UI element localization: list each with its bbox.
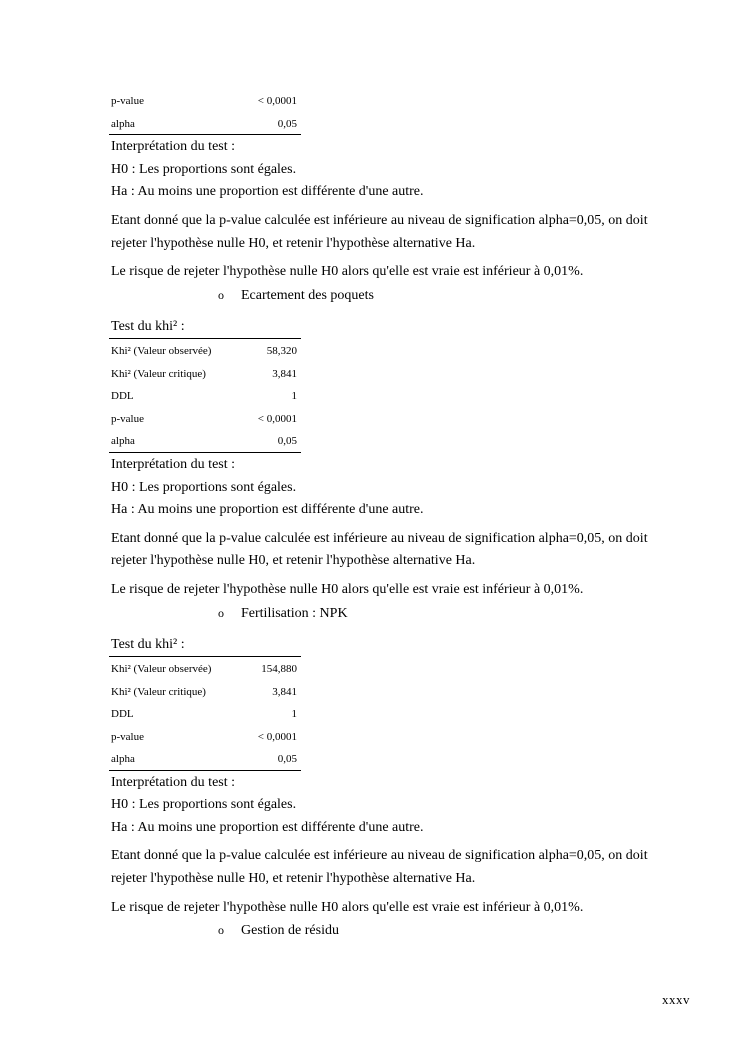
- conclusion-line-1: Etant donné que la p-value calculée est inférieure au niveau de signification alpha=0,05, on doit: [111, 213, 648, 228]
- table-row: [109, 703, 301, 725]
- conclusion-line-2: rejeter l'hypothèse nulle H0, et retenir l'hypothèse alternative Ha.: [111, 871, 476, 886]
- table-row: [109, 430, 301, 452]
- bullet-circle-icon: o: [218, 923, 224, 937]
- row-label: Khi² (Valeur observée): [111, 345, 212, 357]
- table-bottom-rule: [109, 770, 301, 771]
- row-label: alpha: [111, 753, 135, 765]
- row-label: DDL: [111, 390, 134, 402]
- table-bottom-rule: [109, 134, 301, 135]
- row-label: p-value: [111, 731, 144, 743]
- row-value: 58,320: [266, 345, 297, 357]
- table-row: [109, 340, 301, 362]
- test-title: Test du khi² :: [111, 637, 185, 652]
- row-label: DDL: [111, 708, 134, 720]
- section-heading-fertilisation: [218, 605, 348, 622]
- row-label: p-value: [111, 95, 144, 107]
- row-value: < 0,0001: [257, 413, 297, 425]
- section-heading-text: Gestion de résidu: [241, 923, 339, 938]
- table-bottom-rule: [109, 452, 301, 453]
- row-value: 1: [291, 390, 297, 402]
- table-row: [109, 90, 301, 112]
- interpretation-title: Interprétation du test :: [111, 457, 236, 472]
- bullet-circle-icon: o: [218, 288, 224, 302]
- section-heading-ecartement: [218, 287, 374, 304]
- row-value: < 0,0001: [257, 731, 297, 743]
- hypothesis-ha: Ha : Au moins une proportion est différente d'une autre.: [111, 820, 424, 835]
- hypothesis-h0: H0 : Les proportions sont égales.: [111, 797, 297, 812]
- hypothesis-ha: Ha : Au moins une proportion est différente d'une autre.: [111, 502, 424, 517]
- table-row: [109, 681, 301, 703]
- conclusion-line-2: rejeter l'hypothèse nulle H0, et retenir l'hypothèse alternative Ha.: [111, 553, 476, 568]
- test-title: Test du khi² :: [111, 319, 185, 334]
- section-heading-gestion: [218, 922, 339, 939]
- table-top-rule: [109, 656, 301, 657]
- conclusion-line-1: Etant donné que la p-value calculée est inférieure au niveau de signification alpha=0,05, on doit: [111, 531, 648, 546]
- row-label: alpha: [111, 118, 135, 130]
- conclusion-line-1: Etant donné que la p-value calculée est inférieure au niveau de signification alpha=0,05, on doit: [111, 848, 648, 863]
- risk-statement: Le risque de rejeter l'hypothèse nulle H0 alors qu'elle est vraie est inférieur à 0,01%.: [111, 264, 584, 279]
- row-label: Khi² (Valeur observée): [111, 663, 212, 675]
- interpretation-title: Interprétation du test :: [111, 775, 236, 790]
- table-row: [109, 113, 301, 135]
- table-row: [109, 408, 301, 430]
- row-value: 1: [291, 708, 297, 720]
- table-row: [109, 363, 301, 385]
- row-label: Khi² (Valeur critique): [111, 368, 206, 380]
- interpretation-title: Interprétation du test :: [111, 139, 236, 154]
- row-label: Khi² (Valeur critique): [111, 686, 206, 698]
- row-label: alpha: [111, 435, 135, 447]
- risk-statement: Le risque de rejeter l'hypothèse nulle H0 alors qu'elle est vraie est inférieur à 0,01%.: [111, 900, 584, 915]
- table-row: [109, 385, 301, 407]
- table-row: [109, 726, 301, 748]
- row-value: 3,841: [272, 686, 297, 698]
- bullet-circle-icon: o: [218, 606, 224, 620]
- row-value: 0,05: [277, 435, 297, 447]
- table-top-rule: [109, 338, 301, 339]
- row-value: 0,05: [277, 118, 297, 130]
- row-value: 154,880: [261, 663, 297, 675]
- conclusion-line-2: rejeter l'hypothèse nulle H0, et retenir l'hypothèse alternative Ha.: [111, 236, 476, 251]
- risk-statement: Le risque de rejeter l'hypothèse nulle H0 alors qu'elle est vraie est inférieur à 0,01%.: [111, 582, 584, 597]
- row-value: 0,05: [277, 753, 297, 765]
- table-row: [109, 658, 301, 680]
- row-value: 3,841: [272, 368, 297, 380]
- table-row: [109, 748, 301, 770]
- section-heading-text: Fertilisation : NPK: [241, 606, 348, 621]
- hypothesis-h0: H0 : Les proportions sont égales.: [111, 480, 297, 495]
- hypothesis-ha: Ha : Au moins une proportion est différente d'une autre.: [111, 184, 424, 199]
- section-heading-text: Ecartement des poquets: [241, 288, 374, 303]
- row-label: p-value: [111, 413, 144, 425]
- page-number: xxxv: [662, 992, 690, 1007]
- row-value: < 0,0001: [257, 95, 297, 107]
- hypothesis-h0: H0 : Les proportions sont égales.: [111, 162, 297, 177]
